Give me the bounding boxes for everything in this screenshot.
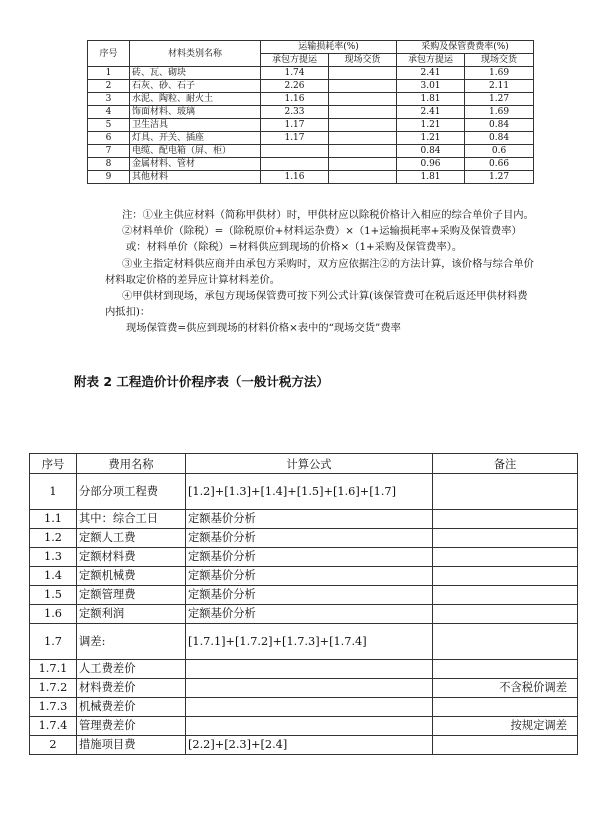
table-row xyxy=(30,548,578,567)
t1-cell-transport-site xyxy=(329,67,397,80)
cost-procedure-table xyxy=(29,453,578,755)
note-1: 注：①业主供应材料（简称甲供材）时，甲供材应以除税价格计入相应的综合单价子目内。 xyxy=(122,209,534,221)
t2-cell-name: 材料费差价 xyxy=(77,679,186,698)
t1-cell-procure-pickup: 0.84 xyxy=(397,145,465,158)
t2-cell-formula: [1.7.1]+[1.7.2]+[1.7.3]+[1.7.4] xyxy=(186,624,433,660)
t1-cell-name: 灯具、开关、插座 xyxy=(130,132,261,145)
t2-cell-note xyxy=(433,529,578,548)
t1-cell-seq: 5 xyxy=(88,119,130,132)
table-row xyxy=(88,67,534,80)
t1-cell-transport-pickup: 2.33 xyxy=(261,106,329,119)
table-row xyxy=(30,660,578,679)
t1-cell-seq: 8 xyxy=(88,158,130,171)
t2-cell-name: 分部分项工程费 xyxy=(77,474,186,510)
t2-cell-formula xyxy=(186,660,433,679)
t2-cell-formula: 定额基价分析 xyxy=(186,605,433,624)
t1-cell-procure-pickup: 3.01 xyxy=(397,80,465,93)
t1-cell-procure-site: 0.84 xyxy=(465,119,534,132)
t1-cell-name: 石灰、砂、石子 xyxy=(130,80,261,93)
table-row xyxy=(30,736,578,755)
t2-cell-formula: 定额基价分析 xyxy=(186,529,433,548)
t1-header-transport-loss: 运输损耗率(%) xyxy=(261,41,397,54)
t1-cell-transport-site xyxy=(329,171,397,184)
notes-section xyxy=(105,207,535,337)
table-row xyxy=(30,605,578,624)
table-row xyxy=(88,158,534,171)
t1-cell-transport-site xyxy=(329,132,397,145)
t2-cell-name: 人工费差价 xyxy=(77,660,186,679)
table-row xyxy=(88,119,534,132)
t1-cell-transport-site xyxy=(329,158,397,171)
t1-cell-procure-site: 1.27 xyxy=(465,171,534,184)
t1-cell-transport-pickup: 1.74 xyxy=(261,67,329,80)
table-row xyxy=(88,106,534,119)
note-3: 或：材料单价（除税）=材料供应到现场的价格×（1+采购及保管费率）。 xyxy=(126,241,463,254)
t1-cell-transport-pickup: 1.16 xyxy=(261,93,329,106)
table-row xyxy=(88,132,534,145)
t1-cell-transport-pickup xyxy=(261,158,329,171)
t1-cell-name: 饰面材料、玻璃 xyxy=(130,106,261,119)
t2-cell-formula: 定额基价分析 xyxy=(186,586,433,605)
t2-cell-name: 调差: xyxy=(77,624,186,660)
t1-cell-seq: 4 xyxy=(88,106,130,119)
t1-header-site-delivery: 现场交货 xyxy=(329,54,397,67)
t1-cell-seq: 9 xyxy=(88,171,130,184)
table-row xyxy=(30,474,578,510)
t1-cell-procure-site: 1.69 xyxy=(465,67,534,80)
t1-cell-transport-pickup: 1.17 xyxy=(261,132,329,145)
t2-cell-seq: 1.7.4 xyxy=(30,717,77,736)
t1-cell-procure-pickup: 2.41 xyxy=(397,106,465,119)
t1-cell-seq: 7 xyxy=(88,145,130,158)
t2-cell-formula: 定额基价分析 xyxy=(186,567,433,586)
t1-cell-procure-site: 2.11 xyxy=(465,80,534,93)
t1-cell-seq: 1 xyxy=(88,67,130,80)
t2-cell-note: 按规定调差 xyxy=(433,717,578,736)
t2-cell-formula xyxy=(186,717,433,736)
table-row xyxy=(88,171,534,184)
table-row xyxy=(30,717,578,736)
t2-cell-formula xyxy=(186,679,433,698)
t1-cell-transport-pickup: 1.16 xyxy=(261,171,329,184)
t2-cell-formula: [1.2]+[1.3]+[1.4]+[1.5]+[1.6]+[1.7] xyxy=(186,474,433,510)
t1-cell-procure-pickup: 0.96 xyxy=(397,158,465,171)
t1-cell-transport-site xyxy=(329,106,397,119)
t1-cell-procure-site: 1.27 xyxy=(465,93,534,106)
t2-cell-seq: 1.1 xyxy=(30,510,77,529)
t2-cell-seq: 1.5 xyxy=(30,586,77,605)
t1-header-procurement-fee: 采购及保管费费率(%) xyxy=(397,41,534,54)
t1-cell-name: 水泥、陶粒、耐火土 xyxy=(130,93,261,106)
t2-cell-name: 机械费差价 xyxy=(77,698,186,717)
t2-cell-name: 定额管理费 xyxy=(77,586,186,605)
t1-cell-transport-pickup: 1.17 xyxy=(261,119,329,132)
t1-cell-procure-pickup: 1.21 xyxy=(397,132,465,145)
t2-cell-note xyxy=(433,510,578,529)
t2-cell-seq: 2 xyxy=(30,736,77,755)
t1-cell-procure-pickup: 1.81 xyxy=(397,93,465,106)
t1-cell-name: 电缆、配电箱（屏、柜） xyxy=(130,145,261,158)
t2-cell-name: 定额机械费 xyxy=(77,567,186,586)
t2-cell-note: 不含税价调差 xyxy=(433,679,578,698)
t2-cell-note xyxy=(433,736,578,755)
table-row xyxy=(30,624,578,660)
note-5: ④甲供材到现场，承包方现场保管费可按下列公式计算(该保管费可在税后返还甲供材料费内抵扣)： xyxy=(105,290,528,319)
t2-cell-note xyxy=(433,474,578,510)
t2-cell-formula: 定额基价分析 xyxy=(186,510,433,529)
material-rate-table xyxy=(87,40,534,184)
t2-cell-name: 其中：综合工日 xyxy=(77,510,186,529)
table-row xyxy=(88,93,534,106)
t2-cell-name: 定额人工费 xyxy=(77,529,186,548)
t2-cell-seq: 1.2 xyxy=(30,529,77,548)
t2-cell-name: 管理费差价 xyxy=(77,717,186,736)
t1-cell-transport-pickup xyxy=(261,145,329,158)
t1-header-contractor-pickup: 承包方提运 xyxy=(261,54,329,67)
t1-cell-name: 砖、瓦、砌块 xyxy=(130,67,261,80)
t2-header-formula: 计算公式 xyxy=(186,454,433,474)
t1-cell-name: 其他材料 xyxy=(130,171,261,184)
t2-cell-formula: [2.2]+[2.3]+[2.4] xyxy=(186,736,433,755)
t1-cell-seq: 3 xyxy=(88,93,130,106)
t2-cell-formula: 定额基价分析 xyxy=(186,548,433,567)
t2-cell-seq: 1.7 xyxy=(30,624,77,660)
table-row xyxy=(30,510,578,529)
t1-cell-name: 金属材料、管材 xyxy=(130,158,261,171)
t1-cell-transport-pickup: 2.26 xyxy=(261,80,329,93)
t2-cell-note xyxy=(433,567,578,586)
table-row xyxy=(30,698,578,717)
table-row xyxy=(88,145,534,158)
t2-cell-name: 定额材料费 xyxy=(77,548,186,567)
t2-cell-seq: 1.3 xyxy=(30,548,77,567)
t2-cell-seq: 1.7.3 xyxy=(30,698,77,717)
t2-cell-seq: 1.4 xyxy=(30,567,77,586)
t2-cell-note xyxy=(433,586,578,605)
t1-header-site-delivery: 现场交货 xyxy=(465,54,534,67)
t1-cell-name: 卫生洁具 xyxy=(130,119,261,132)
t2-cell-note xyxy=(433,605,578,624)
t2-cell-formula xyxy=(186,698,433,717)
t1-cell-transport-site xyxy=(329,119,397,132)
t1-cell-procure-pickup: 1.21 xyxy=(397,119,465,132)
appendix-table-title: 附表 2 工程造价计价程序表（一般计税方法） xyxy=(74,374,329,389)
table-row xyxy=(30,529,578,548)
t2-cell-note xyxy=(433,698,578,717)
t2-cell-note xyxy=(433,548,578,567)
t2-cell-note xyxy=(433,624,578,660)
t2-cell-name: 措施项目费 xyxy=(77,736,186,755)
t1-header-category: 材料类别名称 xyxy=(130,41,261,67)
t1-header-contractor-pickup: 承包方提运 xyxy=(397,54,465,67)
t1-cell-procure-pickup: 2.41 xyxy=(397,67,465,80)
t2-header-note: 备注 xyxy=(433,454,578,474)
t1-cell-procure-site: 1.69 xyxy=(465,106,534,119)
note-6: 现场保管费=供应到现场的材料价格×表中的“现场交货”费率 xyxy=(126,322,401,335)
t2-cell-note xyxy=(433,660,578,679)
t1-cell-transport-site xyxy=(329,93,397,106)
table-row xyxy=(88,80,534,93)
table-row xyxy=(30,567,578,586)
table-row xyxy=(30,679,578,698)
t2-header-seq: 序号 xyxy=(30,454,77,474)
table-row xyxy=(30,586,578,605)
t1-cell-transport-site xyxy=(329,80,397,93)
t1-cell-transport-site xyxy=(329,145,397,158)
t2-cell-name: 定额利润 xyxy=(77,605,186,624)
t1-cell-procure-site: 0.66 xyxy=(465,158,534,171)
t1-cell-procure-site: 0.6 xyxy=(465,145,534,158)
note-4: ③业主指定材料供应商并由承包方采购时，双方应依据注②的方法计算，该价格与综合单价材料取定价格的差异应计算材料差价。 xyxy=(105,257,534,286)
t2-cell-seq: 1 xyxy=(30,474,77,510)
t1-cell-procure-pickup: 1.81 xyxy=(397,171,465,184)
t1-cell-procure-site: 0.84 xyxy=(465,132,534,145)
t1-cell-seq: 2 xyxy=(88,80,130,93)
t2-header-name: 费用名称 xyxy=(77,454,186,474)
t2-cell-seq: 1.6 xyxy=(30,605,77,624)
t2-cell-seq: 1.7.1 xyxy=(30,660,77,679)
note-2: ②材料单价（除税）=（除税原价+材料运杂费）×（1+运输损耗率+采购及保管费率） xyxy=(122,225,522,238)
t2-cell-seq: 1.7.2 xyxy=(30,679,77,698)
t1-header-seq: 序号 xyxy=(88,41,130,67)
t1-cell-seq: 6 xyxy=(88,132,130,145)
